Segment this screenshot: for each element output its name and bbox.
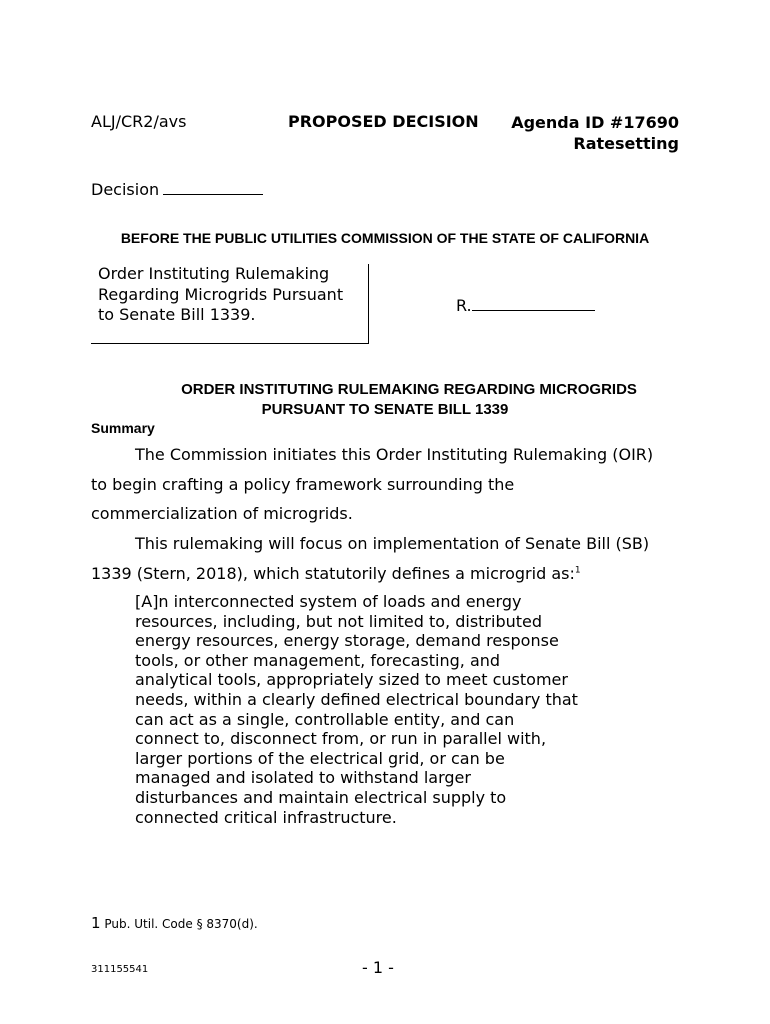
quote-line: disturbances and maintain electrical supply to [135,787,507,807]
commission-heading: BEFORE THE PUBLIC UTILITIES COMMISSION OF THE STATE OF CALIFORNIA [120,230,650,246]
quote-line: tools, or other management, forecasting, and [135,650,501,670]
paragraph-line: to begin crafting a policy framework surrounding the [91,474,515,494]
caption-line: Order Instituting Rulemaking [98,264,330,283]
decision-blank [163,182,263,195]
caption-line: Regarding Microgrids Pursuant [98,284,344,304]
footnote-text: Pub. Util. Code § 8370(d). [104,917,258,931]
title-line-2: PURSUANT TO SENATE BILL 1339 [261,401,509,418]
rulemaking-blank [472,296,595,311]
title-line-1: ORDER INSTITUTING RULEMAKING REGARDING MICROGRIDS [181,381,637,398]
header-right-block [511,112,679,154]
footnote [91,914,258,932]
paragraph-line: 1339 (Stern, 2018), which statutorily defines a microgrid as:$^1$ [91,563,581,583]
summary-heading: Summary [91,420,155,436]
agenda-id: Agenda ID #17690 [511,113,679,132]
footnote-number: 1 [91,914,101,932]
header-code: ALJ/CR2/avs [91,112,187,131]
quote-line: connect to, disconnect from, or run in parallel with, [135,729,547,749]
decision-line [91,180,263,199]
proceeding-category: Ratesetting [573,134,679,153]
quote-line: managed and isolated to withstand larger [135,768,471,788]
paragraph-line: The Commission initiates this Order Instituting Rulemaking (OIR) [135,445,654,464]
statutory-definition-quote [135,592,605,827]
summary-paragraph-1 [91,440,691,529]
caption-box [91,264,369,344]
document-number: 311155541 [91,964,149,975]
page-number: - 1 - [362,958,394,977]
quote-line: needs, within a clearly defined electrical boundary that [135,689,578,709]
summary-paragraph-2 [91,529,691,588]
proposed-decision-label: PROPOSED DECISION [288,112,479,131]
rulemaking-number [456,296,595,315]
decision-label: Decision [91,180,160,199]
quote-line: [A]n interconnected system of loads and energy [135,592,522,611]
quote-line: energy resources, energy storage, demand response [135,631,559,651]
quote-line: analytical tools, appropriately sized to meet customer [135,670,568,690]
footnote-reference[interactable]: 1 [574,565,581,576]
quote-line: larger portions of the electrical grid, or can be [135,748,505,768]
paragraph-line: commercialization of microgrids. [91,504,353,523]
rulemaking-prefix: R. [456,296,472,315]
caption-text [98,264,343,326]
quote-line: can act as a single, controllable entity, and can [135,709,515,729]
quote-line: resources, including, but not limited to, distributed [135,611,543,631]
paragraph-line: This rulemaking will focus on implementation of Senate Bill (SB) [135,534,650,553]
quote-line: connected critical infrastructure. [135,807,397,827]
caption-line: to Senate Bill 1339. [98,305,256,324]
document-title [0,380,770,420]
